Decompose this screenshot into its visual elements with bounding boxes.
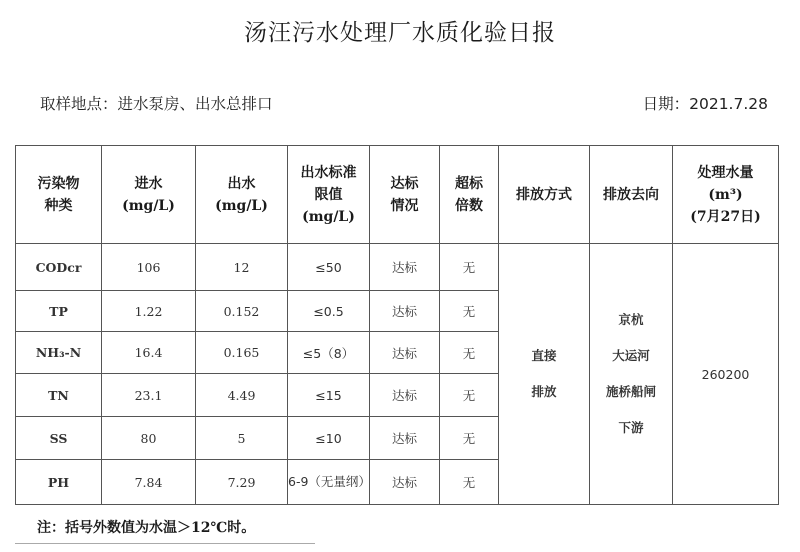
header-influent: 进水 (mg/L) bbox=[102, 146, 196, 244]
compliance-cell: 达标 bbox=[370, 332, 440, 374]
water-quality-table bbox=[15, 145, 779, 505]
footnote: 注：括号外数值为水温＞12℃时。 bbox=[37, 520, 256, 536]
pollutant-cell: CODcr bbox=[16, 244, 102, 291]
compliance-cell: 达标 bbox=[370, 374, 440, 417]
header-volume: 处理水量 (m³) (7月27日) bbox=[673, 146, 779, 244]
limit-cell: ≤15 bbox=[288, 374, 370, 417]
pollutant-cell: PH bbox=[16, 460, 102, 505]
limit-cell: 6-9（无量纲） bbox=[288, 460, 370, 505]
influent-cell: 16.4 bbox=[102, 332, 196, 374]
pollutant-cell: NH₃-N bbox=[16, 332, 102, 374]
influent-cell: 7.84 bbox=[102, 460, 196, 505]
effluent-cell: 7.29 bbox=[196, 460, 288, 505]
effluent-cell: 12 bbox=[196, 244, 288, 291]
influent-cell: 23.1 bbox=[102, 374, 196, 417]
influent-cell: 1.22 bbox=[102, 291, 196, 332]
exceed-cell: 无 bbox=[440, 417, 499, 460]
compliance-cell: 达标 bbox=[370, 460, 440, 505]
table-row bbox=[16, 244, 779, 291]
effluent-cell: 5 bbox=[196, 417, 288, 460]
compliance-cell: 达标 bbox=[370, 291, 440, 332]
header-limit: 出水标准 限值 (mg/L) bbox=[288, 146, 370, 244]
header-row bbox=[16, 146, 779, 244]
effluent-cell: 0.165 bbox=[196, 332, 288, 374]
exceed-cell: 无 bbox=[440, 374, 499, 417]
effluent-cell: 4.49 bbox=[196, 374, 288, 417]
header-pollutant: 污染物 种类 bbox=[16, 146, 102, 244]
header-discharge-method: 排放方式 bbox=[499, 146, 590, 244]
influent-cell: 106 bbox=[102, 244, 196, 291]
header-compliance: 达标 情况 bbox=[370, 146, 440, 244]
limit-cell: ≤50 bbox=[288, 244, 370, 291]
exceed-cell: 无 bbox=[440, 291, 499, 332]
report-title: 汤汪污水处理厂水质化验日报 bbox=[244, 20, 556, 46]
pollutant-cell: TP bbox=[16, 291, 102, 332]
compliance-cell: 达标 bbox=[370, 244, 440, 291]
pollutant-cell: TN bbox=[16, 374, 102, 417]
discharge-method-cell: 直接 排放 bbox=[499, 244, 590, 505]
exceed-cell: 无 bbox=[440, 244, 499, 291]
pollutant-cell: SS bbox=[16, 417, 102, 460]
exceed-cell: 无 bbox=[440, 332, 499, 374]
treated-volume-cell: 260200 bbox=[673, 244, 779, 505]
limit-cell: ≤0.5 bbox=[288, 291, 370, 332]
header-discharge-destination: 排放去向 bbox=[590, 146, 673, 244]
discharge-destination-cell: 京杭 大运河 施桥船闸 下游 bbox=[590, 244, 673, 505]
report-date: 日期：2021.7.28 bbox=[642, 95, 768, 113]
exceed-cell: 无 bbox=[440, 460, 499, 505]
limit-cell: ≤10 bbox=[288, 417, 370, 460]
compliance-cell: 达标 bbox=[370, 417, 440, 460]
header-effluent: 出水 (mg/L) bbox=[196, 146, 288, 244]
sampling-location: 取样地点：进水泵房、出水总排口 bbox=[40, 95, 273, 113]
divider bbox=[15, 543, 315, 544]
header-exceed: 超标 倍数 bbox=[440, 146, 499, 244]
limit-cell: ≤5（8） bbox=[288, 332, 370, 374]
effluent-cell: 0.152 bbox=[196, 291, 288, 332]
influent-cell: 80 bbox=[102, 417, 196, 460]
